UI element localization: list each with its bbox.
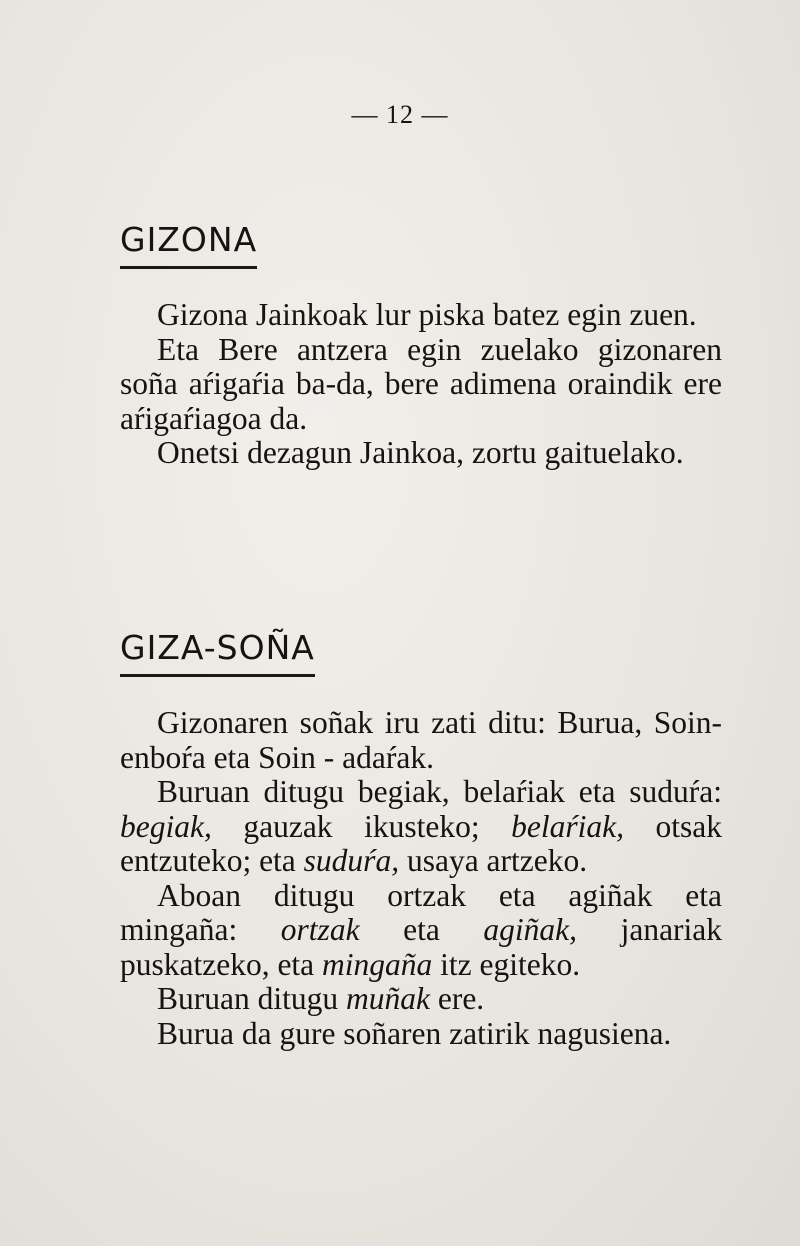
- section-giza-sona: [120, 706, 722, 1051]
- section-heading-gizona: GIZONA: [120, 220, 257, 269]
- text-run: eta: [359, 912, 484, 947]
- text-run: ere.: [429, 981, 485, 1016]
- italic-term: mingaña: [322, 946, 433, 982]
- section-gizona: [120, 298, 722, 471]
- paragraph: [120, 982, 722, 1017]
- text-run: gauzak ikusteko;: [211, 808, 512, 844]
- paragraph: [120, 879, 722, 983]
- italic-term: begiak,: [120, 808, 212, 844]
- italic-term: ortzak: [280, 912, 360, 947]
- text-run: otsak entzuteko; eta: [120, 808, 722, 878]
- italic-term: belaŕiak,: [511, 808, 624, 844]
- italic-term: suduŕa,: [303, 843, 400, 878]
- text-run: Buruan ditugu: [157, 981, 346, 1016]
- paragraph: [120, 775, 722, 879]
- section-heading-giza-sona: GIZA-SOÑA: [120, 628, 315, 677]
- paragraph: Onetsi dezagun Jainkoa, zortu gaituelako.: [157, 435, 684, 470]
- paragraph: Eta Bere antzera egin zuelako gizonaren soña aŕigaŕia ba-da, bere adimena oraindik ere aŕigaŕiagoa da.: [120, 331, 722, 436]
- italic-term: agiñak,: [483, 912, 578, 947]
- text-run: itz egiteko.: [432, 946, 581, 982]
- paragraph: Gizona Jainkoak lur piska batez egin zuen.: [157, 297, 697, 332]
- text-run: Aboan ditugu ortzak eta agiñak eta mingaña:: [120, 877, 722, 947]
- paragraph: Gizonaren soñak iru zati ditu: Burua, Soin-enboŕa eta Soin - adaŕak.: [120, 705, 722, 775]
- text-run: Buruan ditugu begiak, belaŕiak eta suduŕa:: [157, 774, 722, 809]
- text-run: usaya artzeko.: [399, 843, 588, 878]
- italic-term: muñak: [346, 981, 430, 1016]
- text-run: janariak puskatzeko, eta: [120, 912, 723, 982]
- page-number: — 12 —: [351, 100, 449, 129]
- paragraph: Burua da gure soñaren zatirik nagusiena.: [157, 1015, 672, 1051]
